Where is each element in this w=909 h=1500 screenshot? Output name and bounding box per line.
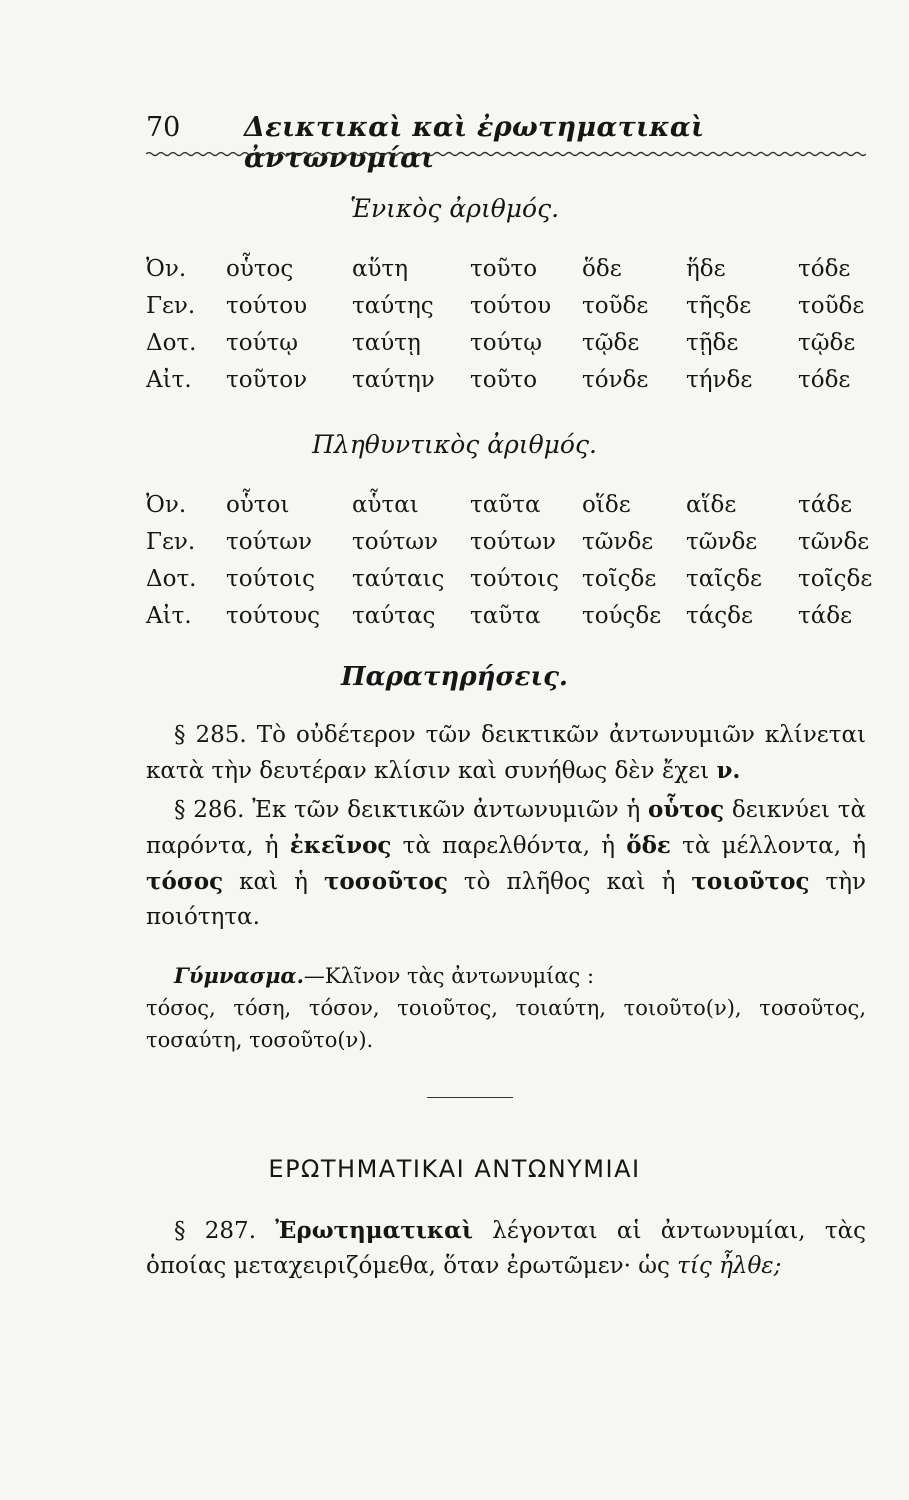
table-cell: τάδε	[798, 492, 853, 518]
table-cell: τῶνδε	[582, 529, 654, 555]
exercise-label: Γύμνασμα.	[174, 963, 304, 988]
paragraph-285	[146, 718, 866, 789]
table-row	[146, 330, 866, 367]
table-cell: τοῖςδε	[798, 566, 873, 592]
table-cell: τόδε	[798, 367, 851, 393]
paragraph-text: § 285. Τὸ οὐδέτερον τῶν δεικτικῶν ἀντωνυμιῶν κλίνεται κατὰ τὴν δευτέραν κλίσιν καὶ συνήθως δὲν ἔχει	[146, 722, 866, 784]
case-label: Γεν.	[146, 529, 196, 555]
table-cell: τοῦδε	[582, 293, 649, 319]
table-cell: τοῖςδε	[582, 566, 657, 592]
table-cell: τούςδε	[582, 603, 662, 629]
paragraph-text: § 286. Ἐκ τῶν δεικτικῶν ἀντωνυμιῶν ἡ	[174, 797, 649, 823]
table-cell: τούτῳ	[226, 330, 299, 356]
exercise-block	[146, 960, 866, 1056]
case-label: Δοτ.	[146, 330, 197, 356]
table-cell: τόνδε	[582, 367, 649, 393]
paragraph-text: τὸ πλῆθος καὶ ἡ	[447, 869, 692, 895]
bold-term: ἐκεῖνος	[289, 832, 392, 859]
exercise-words: τόσος, τόση, τόσον, τοιοῦτος, τοιαύτη, τοιοῦτο(ν), τοσοῦτος, τοσαύτη, τοσοῦτο(ν).	[146, 996, 866, 1052]
table-cell: τούτῳ	[470, 330, 543, 356]
table-cell: τοῦτο	[470, 256, 538, 282]
page-header	[146, 112, 866, 174]
bold-term: οὗτος	[648, 796, 725, 823]
case-label: Αἰτ.	[146, 367, 192, 393]
table-cell: οὗτοι	[226, 492, 290, 518]
table-cell: ἥδε	[686, 256, 726, 282]
running-title: Δεικτικαὶ καὶ ἐρωτηματικαὶ ἀντωνυμίαι	[244, 112, 705, 174]
table-cell: τάςδε	[686, 603, 753, 629]
table-cell: τῷδε	[582, 330, 640, 356]
page-number: 70	[146, 112, 181, 143]
paragraph-text: λέγονται αἱ ἀντωνυμίαι, τὰς ὁποίας μεταχειριζόμεθα, ὅταν ἐρωτῶμεν· ὡς	[146, 1218, 866, 1279]
plural-heading: Πληθυντικὸς ἀριθμός.	[312, 430, 597, 459]
table-cell: τῷδε	[798, 330, 856, 356]
case-label: Ὀν.	[146, 492, 187, 518]
table-row	[146, 529, 870, 566]
case-label: Δοτ.	[146, 566, 197, 592]
table-row	[146, 256, 866, 293]
table-row	[146, 367, 866, 404]
table-cell: τόδε	[798, 256, 851, 282]
table-cell: ταῦτα	[470, 603, 541, 629]
bold-term: ν.	[716, 757, 741, 784]
table-cell: τούτων	[352, 529, 439, 555]
case-label: Ὀν.	[146, 256, 187, 282]
bold-term: τοιοῦτος	[691, 868, 810, 895]
bold-term: Ἐρωτηματικαὶ	[275, 1217, 473, 1244]
singular-heading: Ἑνικὸς ἀριθμός.	[349, 194, 560, 223]
table-cell: τούτων	[226, 529, 313, 555]
header-wavy-rule	[146, 150, 866, 158]
section-divider	[427, 1097, 513, 1098]
table-cell: αὗται	[352, 492, 419, 518]
plural-table	[146, 492, 873, 640]
table-cell: τοῦτο	[470, 367, 538, 393]
paragraph-text: καὶ ἡ	[223, 869, 324, 895]
table-cell: ταύτην	[352, 367, 435, 393]
section-heading: ΕΡΩΤΗΜΑΤΙΚΑΙ ΑΝΤΩΝΥΜΙΑΙ	[268, 1155, 641, 1183]
table-cell: αἵδε	[686, 492, 737, 518]
table-cell: τήνδε	[686, 367, 753, 393]
bold-term: τόσος	[146, 868, 224, 895]
table-cell: τούτοις	[470, 566, 560, 592]
table-cell: ὅδε	[582, 256, 622, 282]
table-cell: οἵδε	[582, 492, 631, 518]
table-cell: ταῖςδε	[686, 566, 762, 592]
table-cell: τῆςδε	[686, 293, 752, 319]
table-cell: τούτου	[470, 293, 552, 319]
table-cell: τούτους	[226, 603, 320, 629]
table-row	[146, 603, 866, 640]
paragraph-text: τὰ παρελθόντα, ἡ	[391, 833, 627, 859]
table-cell: οὗτος	[226, 256, 294, 282]
table-cell: ταύταις	[352, 566, 445, 592]
example-question: τίς ἦλθε;	[677, 1253, 782, 1279]
table-cell: τούτοις	[226, 566, 316, 592]
table-cell: ταῦτα	[470, 492, 541, 518]
table-cell: ταύτης	[352, 293, 434, 319]
table-cell: τῇδε	[686, 330, 739, 356]
bold-term: τοσοῦτος	[323, 868, 448, 895]
table-row	[146, 566, 873, 603]
exercise-instruction: —Κλῖνον τὰς ἀντωνυμίας :	[303, 964, 595, 988]
table-cell: τούτων	[470, 529, 557, 555]
paragraph-text: § 287.	[174, 1218, 276, 1244]
case-label: Γεν.	[146, 293, 196, 319]
exercise-line	[146, 960, 866, 992]
case-label: Αἰτ.	[146, 603, 192, 629]
paragraph-text: τὴν ποιότητα.	[146, 869, 866, 930]
table-cell: τῶνδε	[686, 529, 758, 555]
table-cell: τούτου	[226, 293, 308, 319]
paragraph-text: τὰ μέλλοντα, ἡ	[670, 833, 867, 859]
paragraph-287	[146, 1213, 866, 1284]
table-cell: ταύτῃ	[352, 330, 421, 356]
table-cell: ταύτας	[352, 603, 436, 629]
table-row	[146, 492, 866, 529]
table-cell: τοῦδε	[798, 293, 865, 319]
observations-heading: Παρατηρήσεις.	[341, 662, 568, 692]
paragraph-286	[146, 792, 866, 935]
bold-term: ὅδε	[626, 832, 671, 859]
singular-table	[146, 256, 866, 404]
table-cell: τῶνδε	[798, 529, 870, 555]
paragraph-text: δεικνύει τὰ παρόντα, ἡ	[146, 797, 866, 859]
table-row	[146, 293, 866, 330]
table-cell: τάδε	[798, 603, 853, 629]
table-cell: αὕτη	[352, 256, 409, 282]
table-cell: τοῦτον	[226, 367, 308, 393]
